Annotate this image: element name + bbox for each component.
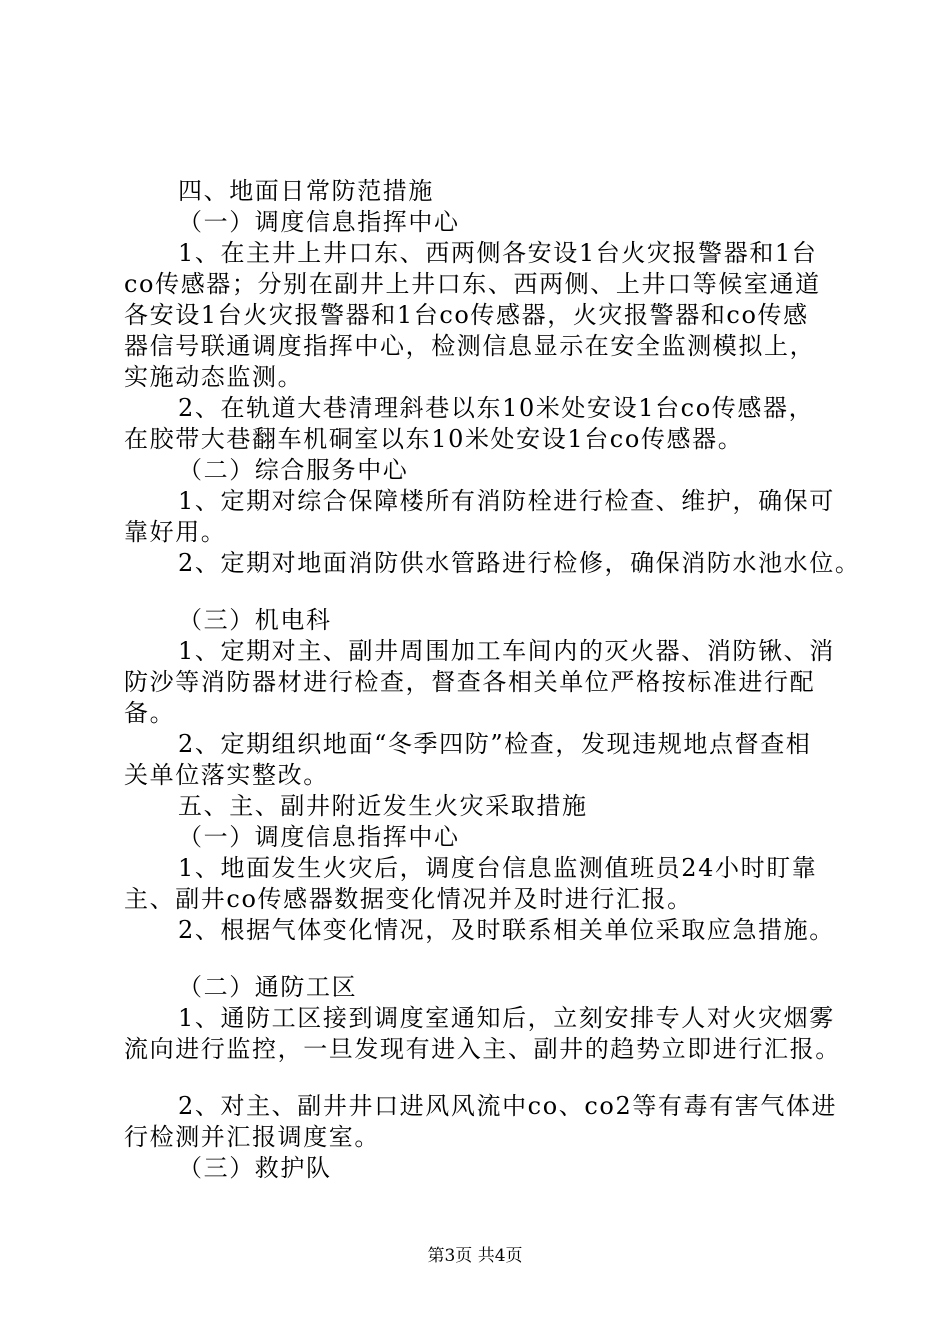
- document-line: （二）综合服务中心: [178, 456, 409, 484]
- document-line: 器信号联通调度指挥中心，检测信息显示在安全监测模拟上，: [124, 332, 816, 360]
- document-line: 备。: [124, 699, 176, 727]
- document-line: 2、根据气体变化情况，及时联系相关单位采取应急措施。: [178, 916, 835, 944]
- document-line: 靠好用。: [124, 518, 227, 546]
- document-line: 2、定期对地面消防供水管路进行检修，确保消防水池水位。: [178, 549, 861, 577]
- document-line: 1、通防工区接到调度室通知后，立刻安排专人对火灾烟雾: [178, 1004, 835, 1032]
- page-footer: 第3页 共4页: [427, 1246, 523, 1266]
- document-line: 2、对主、副井井口进风风流中co、co2等有毒有害气体进: [178, 1092, 838, 1120]
- document-line: 1、定期对主、副井周围加工车间内的灭火器、消防锹、消: [178, 637, 835, 665]
- document-line: 五、主、副井附近发生火灾采取措施: [178, 792, 588, 820]
- document-line: 1、定期对综合保障楼所有消防栓进行检查、维护，确保可: [178, 487, 835, 515]
- document-line: 各安设1台火灾报警器和1台co传感器，火灾报警器和co传感: [124, 301, 809, 329]
- document-line: 主、副井co传感器数据变化情况并及时进行汇报。: [124, 885, 693, 913]
- document-line: （三）救护队: [178, 1154, 332, 1182]
- document-line: （二）通防工区: [178, 973, 358, 1001]
- document-line: 四、地面日常防范措施: [178, 177, 434, 205]
- document-line: 流向进行监控，一旦发现有进入主、副井的趋势立即进行汇报。: [124, 1035, 841, 1063]
- document-line: co传感器；分别在副井上井口东、西两侧、上井口等候室通道: [124, 270, 821, 298]
- document-line: 1、地面发生火灾后，调度台信息监测值班员24小时盯靠: [178, 854, 818, 882]
- document-line: （三）机电科: [178, 606, 332, 634]
- document-line: 2、在轨道大巷清理斜巷以东10米处安设1台co传感器，: [178, 394, 815, 422]
- document-line: 1、在主井上井口东、西两侧各安设1台火灾报警器和1台: [178, 239, 818, 267]
- document-line: 实施动态监测。: [124, 363, 304, 391]
- document-line: 2、定期组织地面“冬季四防”检查，发现违规地点督查相: [178, 730, 812, 758]
- document-line: 在胶带大巷翻车机硐室以东10米处安设1台co传感器。: [124, 425, 744, 453]
- document-line: 关单位落实整改。: [124, 761, 329, 789]
- document-line: 行检测并汇报调度室。: [124, 1123, 380, 1151]
- document-line: 防沙等消防器材进行检查，督查各相关单位严格按标准进行配: [124, 668, 816, 696]
- document-line: （一）调度信息指挥中心: [178, 208, 460, 236]
- document-line: （一）调度信息指挥中心: [178, 823, 460, 851]
